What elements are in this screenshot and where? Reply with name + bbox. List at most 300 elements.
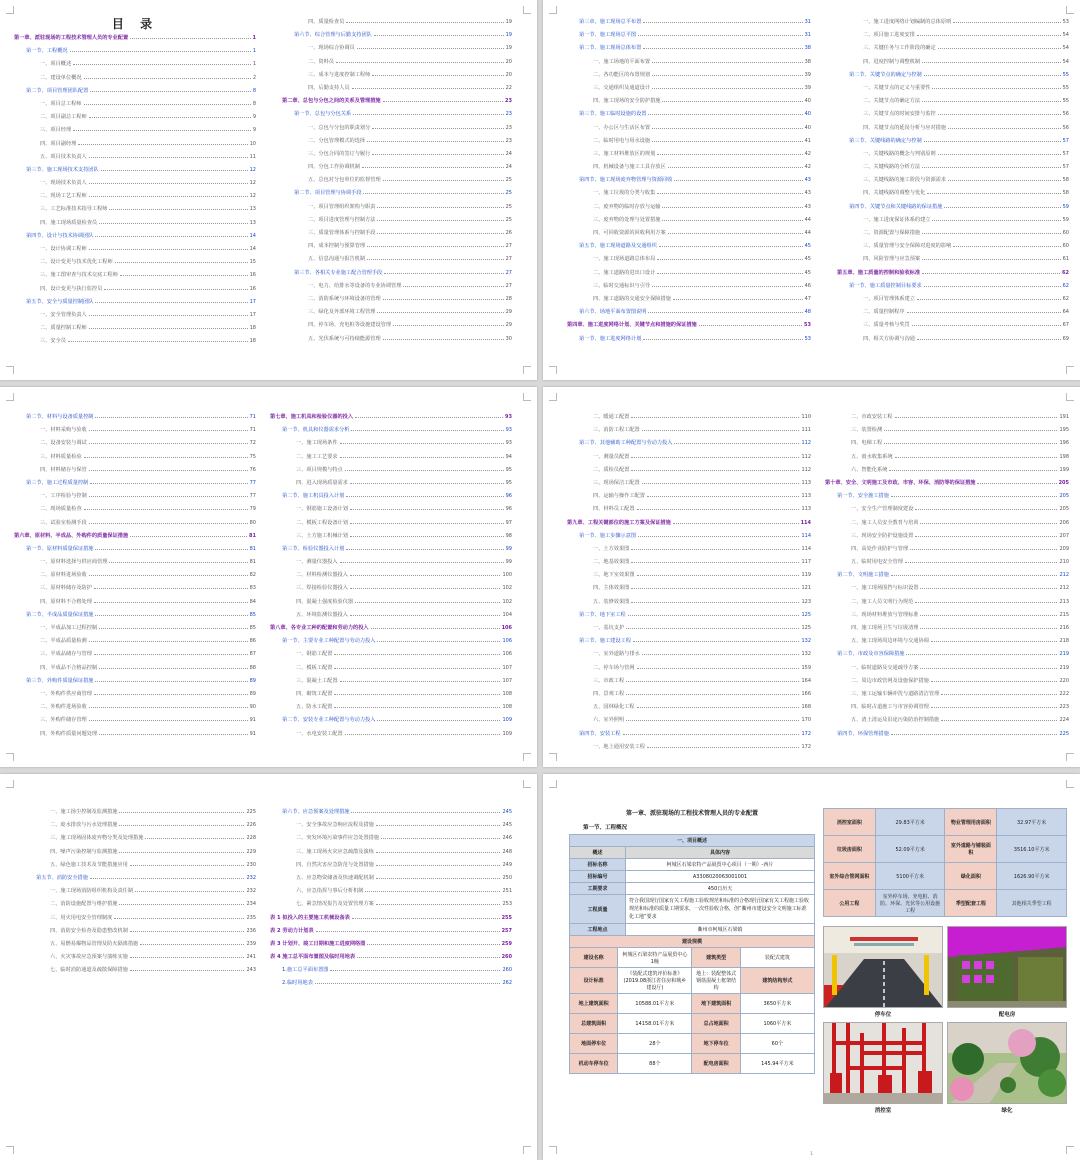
toc-entry[interactable] — [282, 253, 512, 266]
toc-entry[interactable] — [567, 543, 811, 556]
toc-entry[interactable] — [567, 530, 811, 543]
toc-entry[interactable] — [14, 517, 256, 530]
toc-entry[interactable] — [837, 306, 1069, 319]
toc-entry[interactable] — [270, 556, 512, 569]
toc-entry[interactable] — [270, 832, 512, 845]
toc-entry[interactable] — [270, 872, 512, 885]
toc-entry[interactable] — [567, 253, 811, 266]
toc-page-number: 58 — [1062, 177, 1069, 184]
toc-leader-dots — [334, 688, 500, 695]
toc-entry[interactable] — [837, 29, 1069, 42]
toc-entry[interactable] — [837, 174, 1069, 187]
toc-entry[interactable] — [825, 622, 1069, 635]
toc-entry[interactable] — [837, 108, 1069, 121]
toc-entry[interactable] — [825, 701, 1069, 714]
toc-leader-dots — [350, 477, 504, 484]
toc-entry[interactable] — [270, 859, 512, 872]
toc-entry[interactable] — [282, 56, 512, 69]
toc-entry[interactable] — [825, 688, 1069, 701]
toc-entry[interactable] — [837, 135, 1069, 148]
toc-entry[interactable] — [825, 714, 1069, 727]
toc-entry[interactable] — [567, 333, 811, 346]
toc-entry[interactable] — [24, 898, 256, 911]
toc-leader-dots — [910, 543, 1057, 550]
toc-entry[interactable] — [14, 45, 256, 58]
toc-entry[interactable] — [14, 609, 256, 622]
toc-entry[interactable] — [282, 29, 512, 42]
toc-entry-text: 一、办公区与生活区布置 — [593, 124, 651, 131]
toc-entry[interactable] — [270, 648, 512, 661]
toc-entry[interactable] — [837, 69, 1069, 82]
toc-leader-dots — [652, 135, 803, 142]
toc-leader-dots — [89, 635, 248, 642]
toc-entry-text: 三、质量管理与安全保障对进度的影响 — [863, 243, 952, 250]
toc-page-number: 107 — [502, 677, 512, 684]
toc-entry[interactable] — [567, 517, 811, 530]
toc-entry[interactable] — [567, 56, 811, 69]
toc-entry[interactable] — [825, 477, 1069, 490]
toc-entry[interactable] — [825, 424, 1069, 437]
toc-page-number: 54 — [1062, 32, 1069, 39]
toc-entry[interactable] — [567, 596, 811, 609]
toc-entry[interactable] — [282, 319, 512, 332]
toc-entry[interactable] — [282, 333, 512, 346]
toc-entry[interactable] — [837, 267, 1069, 280]
toc-entry[interactable] — [837, 122, 1069, 135]
toc-entry[interactable] — [14, 503, 256, 516]
toc-leader-dots — [657, 187, 802, 194]
toc-entry[interactable] — [14, 451, 256, 464]
toc-entry[interactable] — [14, 256, 256, 269]
toc-entry[interactable] — [567, 582, 811, 595]
toc-entry[interactable] — [567, 319, 811, 332]
toc-entry[interactable] — [14, 296, 256, 309]
toc-entry[interactable] — [825, 596, 1069, 609]
toc-entry[interactable] — [282, 16, 512, 29]
toc-entry[interactable] — [14, 164, 256, 177]
toc-entry[interactable] — [282, 135, 512, 148]
toc-entry[interactable] — [567, 135, 811, 148]
toc-leader-dots — [95, 543, 247, 550]
toc-entry[interactable] — [567, 187, 811, 200]
toc-entry[interactable] — [14, 411, 256, 424]
toc-entry[interactable] — [24, 872, 256, 885]
toc-leader-dots — [668, 161, 803, 168]
toc-entry[interactable] — [14, 530, 256, 543]
toc-entry[interactable] — [24, 925, 256, 938]
toc-entry-text: 二、资料员 — [308, 58, 334, 65]
toc-entry[interactable] — [270, 688, 512, 701]
toc-leader-dots — [89, 517, 248, 524]
toc-entry[interactable] — [270, 925, 512, 938]
toc-entry[interactable] — [14, 582, 256, 595]
toc-leader-dots — [662, 214, 802, 221]
toc-leader-dots — [89, 569, 248, 576]
toc-leader-dots — [99, 622, 248, 629]
toc-entry[interactable] — [14, 424, 256, 437]
toc-leader-dots — [631, 556, 799, 563]
toc-entry[interactable] — [567, 437, 811, 450]
toc-entry[interactable] — [567, 16, 811, 29]
toc-entry[interactable] — [567, 227, 811, 240]
toc-entry[interactable] — [270, 503, 512, 516]
toc-entry[interactable] — [567, 148, 811, 161]
toc-entry[interactable] — [825, 517, 1069, 530]
toc-entry[interactable] — [270, 464, 512, 477]
toc-leader-dots — [699, 319, 802, 326]
toc-entry[interactable] — [837, 42, 1069, 55]
toc-entry[interactable] — [567, 201, 811, 214]
toc-leader-dots — [99, 662, 248, 669]
toc-entry[interactable] — [567, 108, 811, 121]
toc-entry[interactable] — [24, 964, 256, 977]
toc-entry[interactable] — [282, 174, 512, 187]
toc-entry[interactable] — [567, 280, 811, 293]
toc-entry[interactable] — [24, 832, 256, 845]
toc-entry[interactable] — [270, 596, 512, 609]
toc-entry[interactable] — [270, 437, 512, 450]
toc-entry[interactable] — [270, 451, 512, 464]
toc-entry[interactable] — [825, 582, 1069, 595]
toc-entry[interactable] — [825, 728, 1069, 741]
scale-row — [570, 1034, 815, 1054]
toc-entry[interactable] — [270, 517, 512, 530]
toc-entry[interactable] — [567, 267, 811, 280]
toc-entry[interactable] — [567, 569, 811, 582]
toc-entry[interactable] — [14, 151, 256, 164]
toc-entry[interactable] — [837, 293, 1069, 306]
toc-entry[interactable] — [14, 72, 256, 85]
toc-entry[interactable] — [14, 556, 256, 569]
toc-entry[interactable] — [270, 938, 512, 951]
toc-entry[interactable] — [837, 201, 1069, 214]
toc-entry[interactable] — [837, 56, 1069, 69]
toc-entry[interactable] — [825, 569, 1069, 582]
toc-entry[interactable] — [24, 912, 256, 925]
toc-entry[interactable] — [270, 714, 512, 727]
toc-entry[interactable] — [270, 411, 512, 424]
toc-entry[interactable] — [270, 819, 512, 832]
toc-entry[interactable] — [567, 293, 811, 306]
toc-entry[interactable] — [14, 177, 256, 190]
toc-entry[interactable] — [24, 885, 256, 898]
toc-entry[interactable] — [282, 122, 512, 135]
toc-entry[interactable] — [837, 333, 1069, 346]
toc-entry[interactable] — [14, 714, 256, 727]
toc-entry[interactable] — [14, 662, 256, 675]
toc-page-number: 166 — [801, 690, 811, 697]
toc-entry[interactable] — [282, 82, 512, 95]
toc-leader-dots — [642, 477, 800, 484]
toc-entry[interactable] — [837, 148, 1069, 161]
toc-entry[interactable] — [837, 16, 1069, 29]
area-label: 垃圾房面积 — [824, 836, 876, 863]
toc-page-number: 112 — [801, 440, 811, 447]
toc-entry[interactable] — [837, 319, 1069, 332]
toc-entry[interactable] — [270, 543, 512, 556]
toc-entry[interactable] — [14, 58, 256, 71]
toc-leader-dots — [345, 728, 501, 735]
toc-entry[interactable] — [14, 309, 256, 322]
toc-entry[interactable] — [24, 819, 256, 832]
toc-entry-text: 第一节、施工质量控制目标要求 — [849, 282, 922, 289]
fire-control-photo — [823, 1022, 943, 1104]
toc-entry[interactable] — [14, 635, 256, 648]
toc-page-number: 16 — [249, 272, 256, 279]
toc-entry[interactable] — [825, 530, 1069, 543]
toc-entry[interactable] — [282, 69, 512, 82]
toc-leader-dots — [383, 333, 504, 340]
toc-page-number: 18 — [249, 338, 256, 345]
toc-entry[interactable] — [837, 240, 1069, 253]
toc-entry[interactable] — [837, 214, 1069, 227]
toc-entry-text: 五、装修效果图 — [593, 598, 630, 605]
toc-entry[interactable] — [270, 964, 512, 977]
toc-entry[interactable] — [567, 622, 811, 635]
toc-page-number: 210 — [1059, 559, 1069, 566]
toc-entry[interactable] — [270, 477, 512, 490]
toc-entry[interactable] — [825, 662, 1069, 675]
toc-entry[interactable] — [282, 306, 512, 319]
toc-page-number: 108 — [502, 690, 512, 697]
toc-entry[interactable] — [567, 662, 811, 675]
toc-entry[interactable] — [567, 306, 811, 319]
toc-entry[interactable] — [14, 335, 256, 348]
greening-photo — [947, 1022, 1067, 1104]
toc-entry[interactable] — [567, 82, 811, 95]
toc-entry[interactable] — [14, 124, 256, 137]
toc-page-number: 114 — [800, 519, 811, 526]
toc-entry[interactable] — [14, 98, 256, 111]
toc-entry[interactable] — [14, 464, 256, 477]
toc-entry[interactable] — [270, 582, 512, 595]
toc-page-number: 98 — [505, 532, 512, 539]
toc-entry[interactable] — [567, 174, 811, 187]
toc-entry[interactable] — [825, 437, 1069, 450]
toc-entry[interactable] — [270, 912, 512, 925]
toc-page-number: 246 — [502, 835, 512, 842]
toc-entry[interactable] — [567, 214, 811, 227]
toc-entry[interactable] — [270, 728, 512, 741]
toc-entry[interactable] — [14, 322, 256, 335]
toc-leader-dots — [938, 148, 1061, 155]
toc-entry-text: 四、停车场、充电桩等设施建设管理 — [308, 322, 392, 329]
toc-column-left — [567, 16, 811, 346]
toc-entry[interactable] — [270, 701, 512, 714]
toc-entry[interactable] — [270, 622, 512, 635]
toc-entry[interactable] — [270, 951, 512, 964]
toc-leader-dots — [905, 556, 1058, 563]
toc-entry[interactable] — [567, 477, 811, 490]
toc-entry[interactable] — [14, 243, 256, 256]
toc-entry[interactable] — [837, 95, 1069, 108]
toc-entry[interactable] — [567, 69, 811, 82]
toc-entry[interactable] — [567, 240, 811, 253]
toc-page-number: 42 — [804, 164, 811, 171]
toc-entry[interactable] — [567, 95, 811, 108]
toc-entry[interactable] — [282, 201, 512, 214]
toc-page-number: 12 — [249, 166, 256, 173]
toc-entry[interactable] — [14, 203, 256, 216]
toc-entry[interactable] — [837, 253, 1069, 266]
toc-entry[interactable] — [567, 490, 811, 503]
toc-leader-dots — [89, 490, 248, 497]
toc-entry[interactable] — [567, 503, 811, 516]
toc-entry[interactable] — [837, 280, 1069, 293]
toc-entry[interactable] — [282, 293, 512, 306]
toc-entry[interactable] — [14, 477, 256, 490]
toc-entry[interactable] — [270, 662, 512, 675]
toc-entry[interactable] — [825, 464, 1069, 477]
toc-entry[interactable] — [567, 29, 811, 42]
toc-page-number: 216 — [1059, 625, 1069, 631]
toc-entry[interactable] — [837, 227, 1069, 240]
toc-leader-dots — [340, 556, 504, 563]
toc-entry[interactable] — [14, 569, 256, 582]
toc-entry[interactable] — [24, 938, 256, 951]
toc-entry[interactable] — [270, 885, 512, 898]
toc-entry-text: 五、环境监测仪器投入 — [296, 611, 348, 618]
toc-page-number: 93 — [505, 414, 512, 420]
toc-entry[interactable] — [14, 111, 256, 124]
toc-entry[interactable] — [14, 596, 256, 609]
toc-entry[interactable] — [14, 32, 256, 45]
toc-entry[interactable] — [825, 556, 1069, 569]
toc-leader-dots — [948, 122, 1061, 129]
toc-entry[interactable] — [837, 161, 1069, 174]
toc-entry[interactable] — [270, 675, 512, 688]
toc-entry[interactable] — [14, 85, 256, 98]
toc-page-number: 205 — [1058, 479, 1069, 486]
toc-entry[interactable] — [282, 161, 512, 174]
toc-entry[interactable] — [270, 806, 512, 819]
toc-entry[interactable] — [14, 437, 256, 450]
toc-entry[interactable] — [14, 728, 256, 741]
toc-entry[interactable] — [825, 451, 1069, 464]
toc-entry[interactable] — [837, 187, 1069, 200]
toc-entry[interactable] — [14, 230, 256, 243]
toc-entry[interactable] — [282, 108, 512, 121]
toc-entry[interactable] — [282, 42, 512, 55]
toc-entry[interactable] — [270, 977, 512, 990]
toc-entry[interactable] — [24, 859, 256, 872]
scale-value: 建筑结构形式 — [740, 968, 814, 994]
toc-entry[interactable] — [837, 82, 1069, 95]
toc-entry[interactable] — [282, 280, 512, 293]
toc-entry-text: 三、焊接检验仪器投入 — [296, 585, 348, 592]
toc-entry[interactable] — [825, 635, 1069, 648]
toc-entry[interactable] — [825, 490, 1069, 503]
toc-entry[interactable] — [14, 217, 256, 230]
toc-entry-text: 一、施工垃圾的分类与收集 — [593, 190, 656, 197]
toc-entry[interactable] — [825, 543, 1069, 556]
toc-entry[interactable] — [567, 411, 811, 424]
toc-entry[interactable] — [24, 806, 256, 819]
toc-entry[interactable] — [14, 701, 256, 714]
toc-entry[interactable] — [567, 728, 811, 741]
toc-entry[interactable] — [567, 451, 811, 464]
toc-page-number: 117 — [801, 559, 811, 566]
toc-entry[interactable] — [14, 138, 256, 151]
toc-entry[interactable] — [14, 622, 256, 635]
toc-entry[interactable] — [14, 648, 256, 661]
toc-leader-dots — [941, 714, 1057, 721]
toc-page-number: 260 — [502, 967, 512, 974]
toc-entry-text: 第五节、施工现场道路及交通组织 — [579, 243, 657, 250]
toc-entry[interactable] — [825, 675, 1069, 688]
toc-entry[interactable] — [825, 609, 1069, 622]
toc-entry[interactable] — [282, 95, 512, 108]
toc-entry[interactable] — [282, 267, 512, 280]
toc-entry[interactable] — [567, 675, 811, 688]
toc-entry[interactable] — [567, 701, 811, 714]
toc-leader-dots — [626, 675, 799, 682]
toc-entry[interactable] — [14, 283, 256, 296]
toc-entry[interactable] — [567, 42, 811, 55]
toc-entry[interactable] — [825, 648, 1069, 661]
toc-entry[interactable] — [270, 530, 512, 543]
toc-entry[interactable] — [567, 635, 811, 648]
toc-entry[interactable] — [825, 503, 1069, 516]
toc-entry-text: 三、现场材料堆放与管理标准 — [851, 611, 919, 618]
toc-entry[interactable] — [825, 411, 1069, 424]
toc-entry[interactable] — [567, 464, 811, 477]
toc-entry[interactable] — [282, 148, 512, 161]
toc-entry[interactable] — [270, 424, 512, 437]
toc-leader-dots — [643, 333, 802, 340]
toc-entry[interactable] — [567, 714, 811, 727]
area-label: 季型配套工程 — [945, 890, 997, 917]
toc-entry[interactable] — [282, 187, 512, 200]
toc-entry-text: 一、项目管理组织架构与职责 — [308, 203, 376, 210]
toc-entry[interactable] — [14, 675, 256, 688]
toc-entry[interactable] — [270, 490, 512, 503]
toc-entry[interactable] — [270, 569, 512, 582]
toc-entry[interactable] — [567, 161, 811, 174]
toc-entry[interactable] — [24, 951, 256, 964]
toc-entry[interactable] — [270, 609, 512, 622]
toc-entry[interactable] — [567, 688, 811, 701]
overview-row — [570, 871, 815, 883]
toc-entry[interactable] — [270, 846, 512, 859]
toc-entry[interactable] — [14, 688, 256, 701]
toc-entry[interactable] — [282, 240, 512, 253]
toc-column-left — [24, 806, 256, 977]
toc-entry-text: 表 2 劳动力计划表 — [270, 927, 314, 934]
toc-entry[interactable] — [282, 214, 512, 227]
toc-entry-text: 四、混凝土强度检验仪器 — [296, 598, 354, 605]
toc-page-number: 39 — [804, 84, 811, 91]
toc-entry[interactable] — [567, 424, 811, 437]
toc-entry[interactable] — [270, 898, 512, 911]
toc-entry[interactable] — [24, 846, 256, 859]
toc-entry[interactable] — [14, 490, 256, 503]
toc-entry-text: 三、原材料储存及防护 — [40, 585, 92, 592]
toc-entry[interactable] — [567, 609, 811, 622]
toc-entry[interactable] — [270, 635, 512, 648]
toc-leader-dots — [931, 701, 1058, 708]
toc-entry[interactable] — [282, 227, 512, 240]
toc-entry[interactable] — [567, 556, 811, 569]
toc-entry-text: 第九章、工程关键部位的施工方案及保证措施 — [567, 519, 671, 526]
toc-entry[interactable] — [14, 269, 256, 282]
toc-entry-text: 五、易燃易爆物品管理及防火隔离措施 — [50, 940, 139, 947]
toc-entry[interactable] — [567, 741, 811, 754]
toc-entry[interactable] — [14, 543, 256, 556]
toc-entry[interactable] — [567, 122, 811, 135]
toc-entry[interactable] — [14, 190, 256, 203]
toc-entry[interactable] — [567, 648, 811, 661]
